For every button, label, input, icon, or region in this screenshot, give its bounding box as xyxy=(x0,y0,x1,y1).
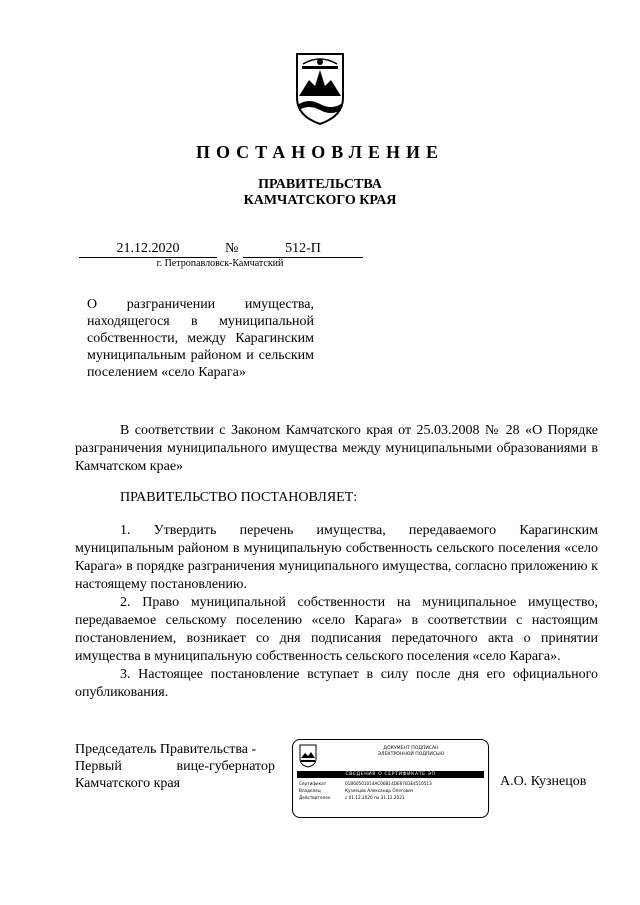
stamp-valid-value: с 01.12.2020 по 31.12.2021 xyxy=(345,795,405,800)
signatory-position xyxy=(75,741,275,792)
stamp-title xyxy=(341,746,481,758)
preamble-paragraph: В соответствии с Законом Камчатского края от 25.03.2008 № 28 «О Порядке разграничения муниципального имущества между муниципальными образованиями в Камчатском крае» xyxy=(75,423,598,474)
decree-item-3: 3. Настоящее постановление вступает в силу после дня его официального опубликования. xyxy=(75,667,598,700)
document-date: 21.12.2020 xyxy=(79,240,217,258)
city-label: г. Петропавловск-Камчатский xyxy=(156,258,284,269)
stamp-row-certificate xyxy=(299,781,486,787)
document-subject: О разграничении имущества, находящегося в муниципальной собственности, между Карагинским муниципальным районом и сельским поселением «село Карага» xyxy=(87,297,314,380)
stamp-title-line-1: ДОКУМЕНТ ПОДПИСАН xyxy=(383,746,439,751)
electronic-signature-stamp xyxy=(292,739,489,818)
coat-of-arms-emblem xyxy=(293,50,347,128)
stamp-emblem-icon xyxy=(299,744,317,768)
document-number: 512-П xyxy=(243,240,363,258)
stamp-row-validity xyxy=(299,795,486,801)
decree-item-2: 2. Право муниципальной собственности на муниципальное имущество, передаваемое сельскому поселению «село Карага» в соответствии с настоящим постановлением, возникает со дня подписания передаточного акта о принятии имущества в муниципальную собственность сельского поселения «село Карага». xyxy=(75,595,598,664)
authority-line-2: КАМЧАТСКОГО КРАЯ xyxy=(243,193,397,208)
decree-items xyxy=(75,522,598,702)
stamp-cert-label: Сертификат xyxy=(299,781,327,786)
authority-line-1: ПРАВИТЕЛЬСТВА xyxy=(258,177,382,192)
stamp-cert-value: 01B60501014AC06B14DE67B3E4510513 xyxy=(345,781,432,786)
position-line-3: Камчатского края xyxy=(75,776,181,791)
signatory-name: А.О. Кузнецов xyxy=(500,774,587,789)
stamp-title-line-2: ЭЛЕКТРОННОЙ ПОДПИСЬЮ xyxy=(377,752,445,757)
position-line-2 xyxy=(75,758,275,775)
decree-item-1: 1. Утвердить перечень имущества, передаваемого Карагинским муниципальным районом в муниципальную собственность сельского поселения «село Карага» в порядке разграничения муниципального имущества, согласно приложению к настоящему постановлению. xyxy=(75,523,598,592)
number-sign: № xyxy=(225,241,239,256)
decree-heading: ПРАВИТЕЛЬСТВО ПОСТАНОВЛЯЕТ: xyxy=(120,490,358,505)
document-type-title: ПОСТАНОВЛЕНИЕ xyxy=(195,142,445,162)
stamp-valid-label: Действителен xyxy=(299,795,331,800)
stamp-certificate-bar: СВЕДЕНИЯ О СЕРТИФИКАТЕ ЭП xyxy=(297,771,484,778)
stamp-owner-label: Владелец xyxy=(299,788,321,793)
stamp-owner-value: Кузнецов Александр Олегович xyxy=(345,788,414,793)
position-line-2a: Первый xyxy=(75,759,122,774)
position-line-2b: вице-губернатор xyxy=(176,759,275,774)
stamp-row-owner xyxy=(299,788,486,794)
position-line-1: Председатель Правительства - xyxy=(75,742,257,757)
